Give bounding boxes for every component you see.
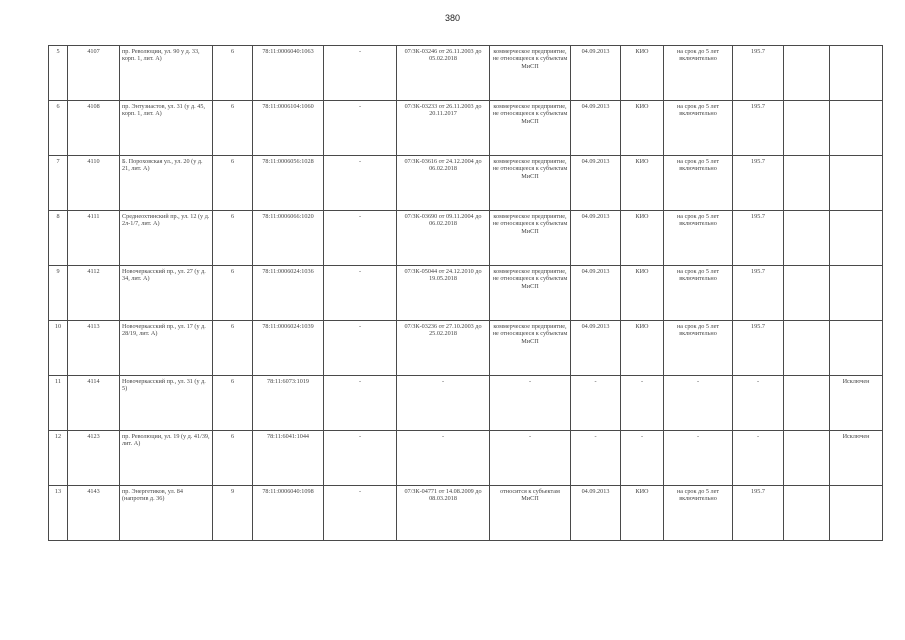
cell-floors: 6 — [213, 321, 253, 376]
cell-year: - — [733, 376, 784, 431]
cell-status: коммерческое предприятие, не относящееся к субъектам МиСП — [490, 266, 571, 321]
cell-cadastral: 78:11:6041:1044 — [253, 431, 324, 486]
cell-dash: - — [324, 376, 397, 431]
cell-note — [830, 101, 883, 156]
cell-dash: - — [324, 156, 397, 211]
cell-address: пр. Энергетиков, ул. 84 (напротив д. 36) — [120, 486, 213, 541]
cell-empty — [784, 266, 830, 321]
cell-cadastral: 78:11:0006024:1036 — [253, 266, 324, 321]
cell-status: коммерческое предприятие, не относящееся к субъектам МиСП — [490, 101, 571, 156]
table-row — [49, 46, 883, 101]
cell-date: 04.09.2013 — [571, 46, 621, 101]
cell-id: 4107 — [68, 46, 120, 101]
cell-dash: - — [324, 46, 397, 101]
cell-cadastral: 78:11:0006040:1098 — [253, 486, 324, 541]
cell-empty — [784, 156, 830, 211]
cell-note — [830, 46, 883, 101]
cell-date: - — [571, 431, 621, 486]
cell-contract: 07/ЗК-05044 от 24.12.2010 до 19.05.2018 — [397, 266, 490, 321]
cell-term: на срок до 5 лет включительно — [664, 211, 733, 266]
cell-number: 9 — [49, 266, 68, 321]
cell-date: 04.09.2013 — [571, 266, 621, 321]
cell-empty — [784, 486, 830, 541]
cell-term: на срок до 5 лет включительно — [664, 486, 733, 541]
cell-cadastral: 78:11:6073:1019 — [253, 376, 324, 431]
cell-address: Б. Пороховская ул., ул. 20 (у д. 21, лит. А) — [120, 156, 213, 211]
cell-cadastral: 78:11:0006024:1039 — [253, 321, 324, 376]
cell-note — [830, 486, 883, 541]
cell-cadastral: 78:11:0006104:1060 — [253, 101, 324, 156]
table-row — [49, 211, 883, 266]
cell-note — [830, 156, 883, 211]
cell-org: КИО — [621, 321, 664, 376]
cell-dash: - — [324, 321, 397, 376]
cell-id: 4114 — [68, 376, 120, 431]
cell-status: коммерческое предприятие, не относящееся к субъектам МиСП — [490, 46, 571, 101]
cell-address: Новочеркасский пр., ул. 17 (у д. 28/19, лит. А) — [120, 321, 213, 376]
cell-term: на срок до 5 лет включительно — [664, 46, 733, 101]
cell-org: КИО — [621, 211, 664, 266]
cell-contract: 07/ЗК-03690 от 09.11.2004 до 06.02.2018 — [397, 211, 490, 266]
cell-org: КИО — [621, 156, 664, 211]
cell-term: на срок до 5 лет включительно — [664, 156, 733, 211]
cell-date: - — [571, 376, 621, 431]
cell-note — [830, 321, 883, 376]
cell-note — [830, 211, 883, 266]
cell-id: 4110 — [68, 156, 120, 211]
table-row — [49, 266, 883, 321]
cell-year: 195.7 — [733, 211, 784, 266]
cell-dash: - — [324, 211, 397, 266]
cell-date: 04.09.2013 — [571, 321, 621, 376]
cell-empty — [784, 321, 830, 376]
cell-contract: 07/ЗК-03233 от 26.11.2003 до 20.11.2017 — [397, 101, 490, 156]
cell-number: 11 — [49, 376, 68, 431]
cell-empty — [784, 431, 830, 486]
cell-floors: 6 — [213, 211, 253, 266]
cell-term: - — [664, 376, 733, 431]
cell-id: 4108 — [68, 101, 120, 156]
cell-empty — [784, 101, 830, 156]
table-row — [49, 101, 883, 156]
cell-year: 195.7 — [733, 156, 784, 211]
cell-status: коммерческое предприятие, не относящееся к субъектам МиСП — [490, 211, 571, 266]
cell-number: 7 — [49, 156, 68, 211]
cell-dash: - — [324, 101, 397, 156]
cell-cadastral: 78:11:0006040:1063 — [253, 46, 324, 101]
table-row — [49, 156, 883, 211]
cell-org: КИО — [621, 486, 664, 541]
cell-number: 8 — [49, 211, 68, 266]
cell-date: 04.09.2013 — [571, 211, 621, 266]
cell-org: - — [621, 431, 664, 486]
cell-status: коммерческое предприятие, не относящееся к субъектам МиСП — [490, 156, 571, 211]
cell-floors: 6 — [213, 101, 253, 156]
cell-floors: 6 — [213, 46, 253, 101]
cell-org: КИО — [621, 266, 664, 321]
cell-address: пр. Революции, ул. 90 у д. 33, корп. 1, лит. А) — [120, 46, 213, 101]
cell-floors: 6 — [213, 376, 253, 431]
cell-dash: - — [324, 431, 397, 486]
cell-date: 04.09.2013 — [571, 486, 621, 541]
cell-number: 5 — [49, 46, 68, 101]
cell-contract: 07/ЗК-03616 от 24.12.2004 до 06.02.2018 — [397, 156, 490, 211]
cell-id: 4113 — [68, 321, 120, 376]
cell-contract: - — [397, 431, 490, 486]
cell-number: 10 — [49, 321, 68, 376]
cell-address: пр. Революции, ул. 19 (у д. 41/39, лит. А) — [120, 431, 213, 486]
register-table — [48, 45, 883, 541]
cell-term: на срок до 5 лет включительно — [664, 266, 733, 321]
cell-address: Новочеркасский пр., ул. 31 (у д. 5) — [120, 376, 213, 431]
cell-year: 195.7 — [733, 46, 784, 101]
cell-cadastral: 78:11:0006066:1020 — [253, 211, 324, 266]
cell-year: 195.7 — [733, 321, 784, 376]
cell-floors: 6 — [213, 266, 253, 321]
cell-org: КИО — [621, 101, 664, 156]
cell-id: 4143 — [68, 486, 120, 541]
cell-cadastral: 78:11:0006056:1028 — [253, 156, 324, 211]
cell-floors: 6 — [213, 431, 253, 486]
cell-org: - — [621, 376, 664, 431]
cell-date: 04.09.2013 — [571, 156, 621, 211]
table-row — [49, 486, 883, 541]
table-row — [49, 321, 883, 376]
cell-contract: 07/ЗК-03246 от 26.11.2003 до 05.02.2018 — [397, 46, 490, 101]
cell-id: 4123 — [68, 431, 120, 486]
cell-status: - — [490, 431, 571, 486]
cell-empty — [784, 46, 830, 101]
cell-term: на срок до 5 лет включительно — [664, 101, 733, 156]
table-row — [49, 431, 883, 486]
cell-id: 4111 — [68, 211, 120, 266]
cell-contract: 07/ЗК-04771 от 14.08.2009 до 08.03.2018 — [397, 486, 490, 541]
cell-year: 195.7 — [733, 486, 784, 541]
cell-year: 195.7 — [733, 266, 784, 321]
cell-id: 4112 — [68, 266, 120, 321]
cell-status: относится к субъектам МиСП — [490, 486, 571, 541]
cell-floors: 6 — [213, 156, 253, 211]
cell-year: - — [733, 431, 784, 486]
cell-address: Среднеохтинский пр., ул. 12 (у д. 2л-1/7, лит. А) — [120, 211, 213, 266]
cell-empty — [784, 211, 830, 266]
cell-floors: 9 — [213, 486, 253, 541]
cell-number: 12 — [49, 431, 68, 486]
cell-term: на срок до 5 лет включительно — [664, 321, 733, 376]
cell-status: - — [490, 376, 571, 431]
cell-dash: - — [324, 266, 397, 321]
cell-address: пр. Энтузиастов, ул. 31 (у д. 45, корп. 1, лит. А) — [120, 101, 213, 156]
cell-number: 6 — [49, 101, 68, 156]
cell-contract: - — [397, 376, 490, 431]
cell-note: Исключен — [830, 376, 883, 431]
cell-org: КИО — [621, 46, 664, 101]
table-row — [49, 376, 883, 431]
cell-empty — [784, 376, 830, 431]
cell-status: коммерческое предприятие, не относящееся к субъектам МиСП — [490, 321, 571, 376]
cell-contract: 07/ЗК-03236 от 27.10.2003 до 25.02.2018 — [397, 321, 490, 376]
cell-address: Новочеркасский пр., ул. 27 (у д. 34, лит. А) — [120, 266, 213, 321]
cell-term: - — [664, 431, 733, 486]
cell-year: 195.7 — [733, 101, 784, 156]
cell-number: 13 — [49, 486, 68, 541]
cell-dash: - — [324, 486, 397, 541]
cell-note — [830, 266, 883, 321]
cell-note: Исключен — [830, 431, 883, 486]
page-number: 380 — [444, 13, 461, 23]
cell-date: 04.09.2013 — [571, 101, 621, 156]
